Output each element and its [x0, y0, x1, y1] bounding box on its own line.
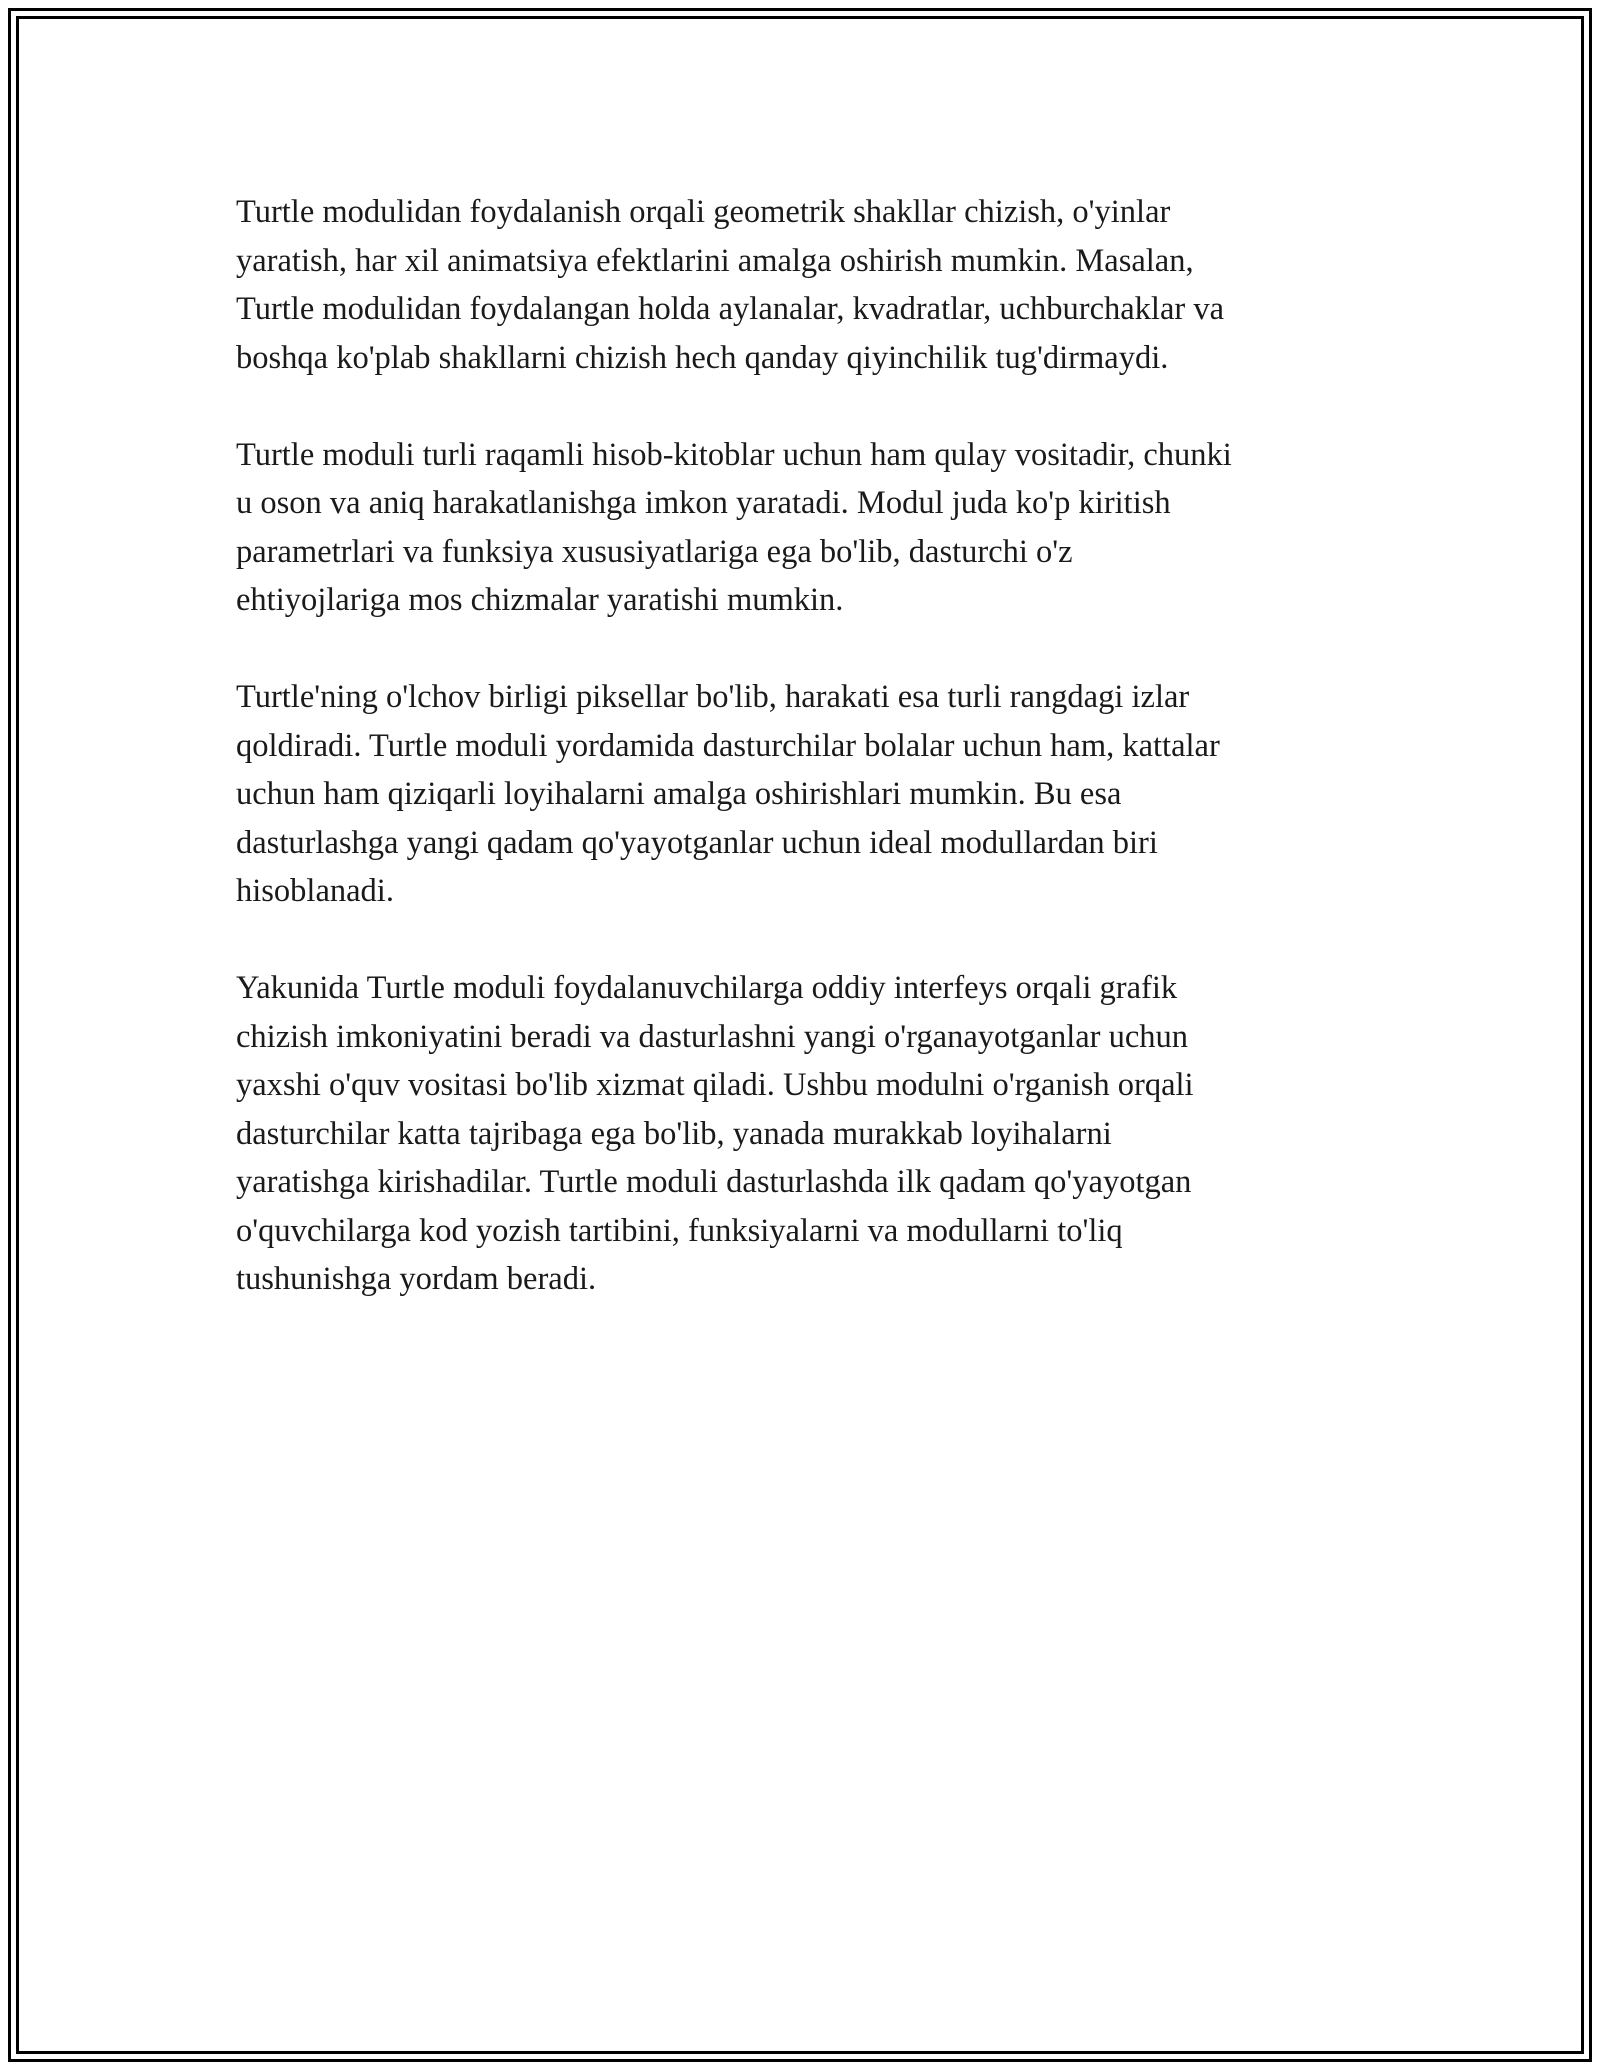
text-line: parametrlari va funksiya xususiyatlariga ega bo'lib, dasturchi o'z [236, 533, 1073, 570]
text-line: boshqa ko'plab shakllarni chizish hech qanday qiyinchilik tug'dirmaydi. [236, 339, 1169, 376]
text-line: Turtle modulidan foydalanish orqali geometrik shakllar chizish, o'yinlar [236, 194, 1171, 230]
text-line: hisoblanadi. [236, 873, 394, 909]
text-line: yaratish, har xil animatsiya efektlarini amalga oshirish mumkin. Masalan, [236, 242, 1194, 279]
paragraph-4 [236, 964, 1366, 1304]
document-body [236, 188, 1366, 1352]
text-line: dasturchilar katta tajribaga ega bo'lib, yanada murakkab loyihalarni [236, 1115, 1112, 1152]
text-line: qoldiradi. Turtle moduli yordamida dasturchilar bolalar uchun ham, kattalar [236, 727, 1220, 764]
text-line: u oson va aniq harakatlanishga imkon yaratadi. Modul juda ko'p kiritish [236, 485, 1171, 521]
text-line: yaratishga kirishadilar. Turtle moduli dasturlashda ilk qadam qo'yayotgan [236, 1164, 1192, 1200]
text-line: o'quvchilarga kod yozish tartibini, funksiyalarni va modullarni to'liq [236, 1212, 1123, 1249]
text-line: Turtle'ning o'lchov birligi piksellar bo'lib, harakati esa turli rangdagi izlar [236, 679, 1190, 715]
paragraph-3 [236, 673, 1366, 916]
text-line: Turtle modulidan foydalangan holda aylanalar, kvadratlar, uchburchaklar va [236, 291, 1224, 327]
paragraph-2 [236, 431, 1366, 625]
paragraph-1 [236, 188, 1366, 382]
text-line: yaxshi o'quv vositasi bo'lib xizmat qiladi. Ushbu modulni o'rganish orqali [236, 1067, 1194, 1103]
text-line: chizish imkoniyatini beradi va dasturlashni yangi o'rganayotganlar uchun [236, 1018, 1189, 1055]
text-line: dasturlashga yangi qadam qo'yayotganlar uchun ideal modullardan biri [236, 824, 1158, 861]
text-line: uchun ham qiziqarli loyihalarni amalga oshirishlari mumkin. Bu esa [236, 776, 1122, 812]
text-line: Turtle moduli turli raqamli hisob-kitoblar uchun ham qulay vositadir, chunki [236, 436, 1232, 473]
text-line: ehtiyojlariga mos chizmalar yaratishi mumkin. [236, 582, 844, 618]
text-line: Yakunida Turtle moduli foydalanuvchilarga oddiy interfeys orqali grafik [236, 970, 1178, 1006]
text-line: tushunishga yordam beradi. [236, 1261, 597, 1297]
